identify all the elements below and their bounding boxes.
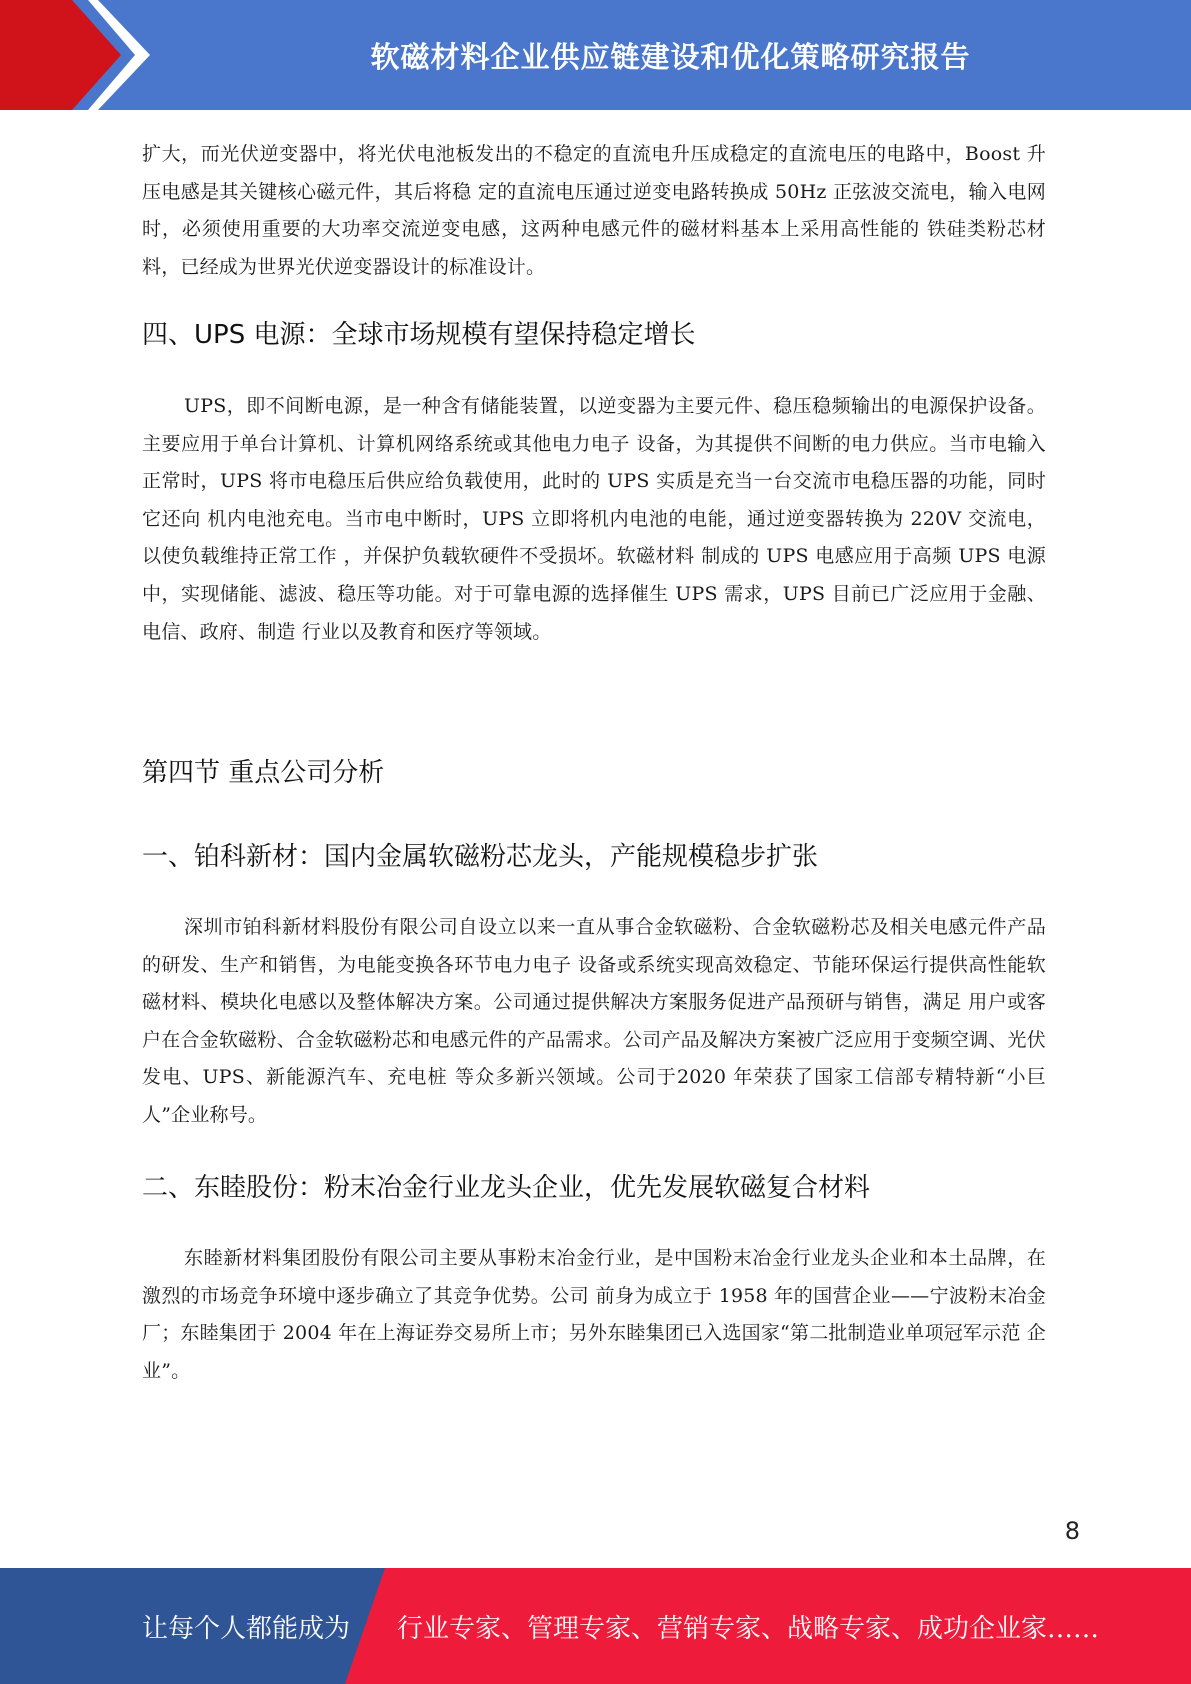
header-chevron-decoration — [0, 0, 160, 110]
page-number: 8 — [1064, 1517, 1080, 1545]
ups-paragraph: UPS，即不间断电源，是一种含有储能装置，以逆变器为主要元件、稳压稳频输出的电源保护设备。主要应用于单台计算机、计算机网络系统或其他电力电子 设备，为其提供不间断的电力供应。当市电输入正常时，UPS 将市电稳压后供应给负载使用，此时的 UPS 实质是充当一台交流市电稳压器的功能，同时它还向 机内电池充电。当市电中断时，UPS 立即将机内电池的电能，通过逆变器转换为 220V 交流电，以使负载维持正常工作 ，并保护负载软硬件不受损坏。软磁材料 制成的 UPS 电感应用于高频 UPS 电源中，实现储能、滤波、稳压等功能。对于可靠电源的选择催生 UPS 需求，UPS 目前已广泛应用于金融、电信、政府、制造 行业以及教育和医疗等领域。 — [142, 395, 1046, 643]
section-heading-ups: 四、UPS 电源：全球市场规模有望保持稳定增长 — [142, 320, 696, 350]
intro-paragraph: 扩大，而光伏逆变器中，将光伏电池板发出的不稳定的直流电升压成稳定的直流电压的电路中，Boost 升压电感是其关键核心磁元件，其后将稳 定的直流电压通过逆变电路转换成 50Hz 正弦波交流电，输入电网时，必须使用重要的大功率交流逆变电感，这两种电感元件的磁材料基本上采用高性能的 铁硅类粉芯材料，已经成为世界光伏逆变器设计的标准设计。 — [142, 143, 1046, 278]
company-paragraph-poco: 深圳市铂科新材料股份有限公司自设立以来一直从事合金软磁粉、合金软磁粉芯及相关电感元件产品的研发、生产和销售，为电能变换各环节电力电子 设备或系统实现高效稳定、节能环保运行提供高性能软磁材料、模块化电感以及整体解决方案。公司通过提供解决方案服务促进产品预研与销售，满足 用户或客户在合金软磁粉、合金软磁粉芯和电感元件的产品需求。公司产品及解决方案被广泛应用于变频空调、光伏发电、UPS、新能源汽车、充电桩 等众多新兴领域。公司于2020 年荣获了国家工信部专精特新“小巨人”企业称号。 — [142, 916, 1046, 1126]
page-header — [0, 0, 1191, 110]
footer-slogan-right: 行业专家、管理专家、营销专家、战略专家、成功企业家…… — [397, 1613, 1100, 1644]
company-heading-dongmu: 二、东睦股份：粉末冶金行业龙头企业，优先发展软磁复合材料 — [142, 1173, 871, 1203]
page-footer — [0, 1568, 1191, 1684]
company-heading-poco: 一、铂科新材：国内金属软磁粉芯龙头，产能规模稳步扩张 — [142, 842, 819, 872]
section-heading-key-companies: 第四节 重点公司分析 — [142, 758, 385, 788]
footer-slogan-left: 让每个人都能成为 — [142, 1613, 351, 1644]
document-title: 软磁材料企业供应链建设和优化策略研究报告 — [370, 39, 971, 74]
company-paragraph-dongmu: 东睦新材料集团股份有限公司主要从事粉末冶金行业，是中国粉末冶金行业龙头企业和本土品牌，在激烈的市场竞争环境中逐步确立了其竞争优势。公司 前身为成立于 1958 年的国营企业——宁波粉末冶金厂；东睦集团于 2004 年在上海证券交易所上市；另外东睦集团已入选国家“第二批制造业单项冠军示范 企业”。 — [142, 1247, 1046, 1382]
